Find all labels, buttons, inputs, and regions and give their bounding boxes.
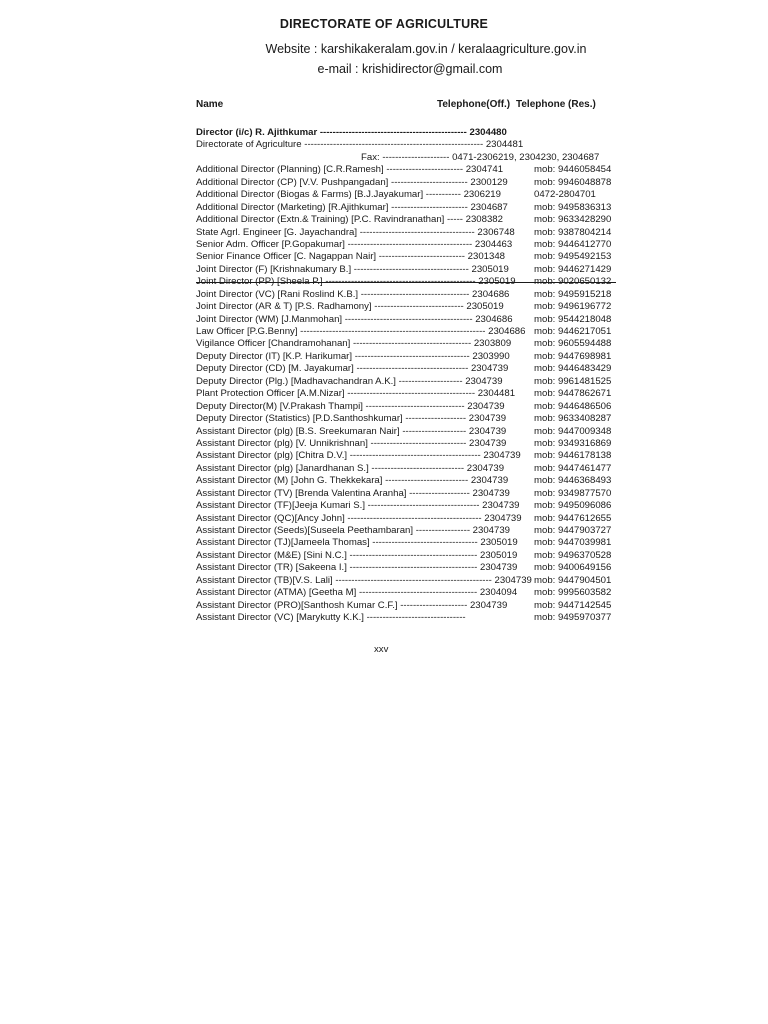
directory-row bbox=[196, 177, 636, 189]
directory-row bbox=[196, 127, 636, 139]
entry-residence-phone: mob: 9349877570 bbox=[534, 487, 612, 499]
directory-row bbox=[196, 301, 636, 313]
directory-row bbox=[196, 562, 636, 574]
entry-text: Deputy Director(M) [V.Prakash Thampi] ------------------------------- 2304739 bbox=[196, 400, 505, 412]
entry-text: Assistant Director (QC)[Ancy John] ------------------------------------------ 2304739 bbox=[196, 512, 522, 524]
directory-row bbox=[196, 438, 636, 450]
directory-row bbox=[196, 600, 636, 612]
entry-text: Assistant Director (M) [John G. Thekkekara] -------------------------- 2304739 bbox=[196, 475, 509, 487]
entry-residence-phone: mob: 9446486506 bbox=[534, 400, 612, 412]
entry-text: Deputy Director (Plg.) [Madhavachandran A.K.] -------------------- 2304739 bbox=[196, 375, 503, 387]
entry-residence-phone: mob: 9020650132 bbox=[534, 276, 612, 288]
directory-row bbox=[196, 276, 636, 288]
entry-text: Deputy Director (CD) [M. Jayakumar] ----------------------------------- 2304739 bbox=[196, 363, 509, 375]
directory-row bbox=[196, 500, 636, 512]
column-header-name: Name bbox=[196, 99, 224, 110]
directory-row bbox=[196, 227, 636, 239]
entry-text: Additional Director (Extn.& Training) [P.C. Ravindranathan] ----- 2308382 bbox=[196, 214, 503, 226]
entry-text: Vigilance Officer [Chandramohanan] ------------------------------------- 2303809 bbox=[196, 338, 512, 350]
entry-residence-phone: mob: 9400649156 bbox=[534, 562, 612, 574]
directory-row bbox=[196, 388, 636, 400]
entry-residence-phone: mob: 9446217051 bbox=[534, 326, 612, 337]
entry-residence-phone: mob: 9496370528 bbox=[534, 549, 612, 561]
entry-text: Law Officer [P.G.Benny] ---------------------------------------------------------- 2304686 bbox=[196, 326, 526, 337]
entry-text: Senior Adm. Officer [P.Gopakumar] --------------------------------------- 2304463 bbox=[196, 238, 513, 250]
directory-row bbox=[196, 264, 636, 276]
email-line: e-mail : krishidirector@gmail.com bbox=[317, 62, 503, 76]
entry-residence-phone: mob: 9446178138 bbox=[534, 450, 612, 462]
directory-row bbox=[196, 612, 636, 624]
directory-row bbox=[196, 525, 636, 537]
directory-list bbox=[196, 127, 636, 625]
entry-text: State Agrl. Engineer [G. Jayachandra] ------------------------------------ 2306748 bbox=[196, 226, 515, 238]
directory-row bbox=[196, 214, 636, 226]
entry-residence-phone: mob: 9447009348 bbox=[534, 425, 612, 437]
entry-residence-phone: mob: 9495096086 bbox=[534, 500, 612, 512]
entry-text: Deputy Director (Statistics) [P.D.Santhoshkumar] ------------------- 2304739 bbox=[196, 413, 507, 425]
entry-residence-phone: mob: 9995603582 bbox=[534, 587, 612, 599]
entry-residence-phone: mob: 9447142545 bbox=[534, 599, 612, 611]
column-header-telephone-office: Telephone(Off.) bbox=[437, 99, 511, 110]
column-header-telephone-residence: Telephone (Res.) bbox=[516, 99, 596, 110]
entry-text: Additional Director (CP) [V.V. Pushpangadan] ------------------------ 2300129 bbox=[196, 176, 508, 188]
directory-row bbox=[196, 338, 636, 350]
directory-row bbox=[196, 314, 636, 326]
entry-text: Assistant Director (ATMA) [Geetha M] ------------------------------------- 2304094 bbox=[196, 587, 518, 599]
directory-row bbox=[196, 363, 636, 375]
entry-residence-phone: mob: 9633428290 bbox=[534, 214, 612, 226]
entry-residence-phone: mob: 9447903727 bbox=[534, 525, 612, 536]
directory-row bbox=[196, 488, 636, 500]
directory-row bbox=[196, 351, 636, 363]
entry-residence-phone: mob: 9495970377 bbox=[534, 612, 612, 624]
entry-text: Assistant Director (TF)[Jeeja Kumari S.] ----------------------------------- 2304739 bbox=[196, 500, 520, 512]
entry-residence-phone: mob: 9447904501 bbox=[534, 574, 612, 586]
directory-row bbox=[196, 413, 636, 425]
entry-residence-phone: mob: 9447612655 bbox=[534, 512, 612, 524]
entry-text: Assistant Director (TR) [Sakeena I.] ---------------------------------------- 2304739 bbox=[196, 562, 518, 574]
entry-text: Assistant Director (plg) [V. Unnikrishnan] ------------------------------ 2304739 bbox=[196, 437, 507, 449]
entry-residence-phone: mob: 9387804214 bbox=[534, 226, 612, 238]
entry-residence-phone: mob: 9544218048 bbox=[534, 313, 612, 325]
entry-residence-phone: mob: 9447039981 bbox=[534, 537, 612, 549]
entry-text: Joint Director (PP) [Sheela P.] ----------------------------------------------- 2305019 bbox=[196, 276, 516, 288]
directory-row bbox=[196, 139, 636, 151]
directory-row bbox=[196, 289, 636, 301]
entry-text: Assistant Director (plg) [Janardhanan S.] ----------------------------- 2304739 bbox=[196, 462, 505, 474]
entry-residence-phone: 0472-2804701 bbox=[534, 189, 596, 201]
directory-row bbox=[196, 376, 636, 388]
directory-row bbox=[196, 202, 636, 214]
entry-text: Assistant Director (TJ)[Jameela Thomas] --------------------------------- 2305019 bbox=[196, 537, 518, 549]
entry-text: Additional Director (Marketing) [R.Ajithkumar] ------------------------ 2304687 bbox=[196, 201, 508, 213]
directory-row bbox=[196, 450, 636, 462]
directory-row bbox=[196, 575, 636, 587]
entry-text: Deputy Director (IT) [K.P. Harikumar] ------------------------------------ 2303990 bbox=[196, 350, 510, 362]
entry-residence-phone: mob: 9447461477 bbox=[534, 462, 612, 474]
entry-text: Assistant Director (M&E) [Sini N.C.] ---------------------------------------- 2305019 bbox=[196, 549, 518, 561]
directory-row bbox=[196, 326, 636, 338]
directory-row bbox=[196, 152, 636, 164]
directory-row bbox=[196, 251, 636, 263]
entry-text: Assistant Director (Seeds)[Suseela Peethambaran] ----------------- 2304739 bbox=[196, 525, 511, 536]
entry-residence-phone: mob: 9446058454 bbox=[534, 164, 612, 176]
directory-row bbox=[196, 463, 636, 475]
entry-text: Assistant Director (TV) [Brenda Valentina Aranha] ------------------- 2304739 bbox=[196, 487, 510, 499]
entry-text: Additional Director (Biogas & Farms) [B.J.Jayakumar] ----------- 2306219 bbox=[196, 189, 501, 201]
entry-text: Assistant Director (plg) [Chitra D.V.] ----------------------------------------- 2304739 bbox=[196, 450, 521, 462]
directory-row bbox=[196, 537, 636, 549]
entry-text: Assistant Director (VC) [Marykutty K.K.] ------------------------------- bbox=[196, 612, 466, 624]
entry-text: Additional Director (Planning) [C.R.Ramesh] ------------------------ 2304741 bbox=[196, 164, 504, 176]
entry-residence-phone: mob: 9946048878 bbox=[534, 176, 612, 188]
entry-residence-phone: mob: 9605594488 bbox=[534, 338, 612, 350]
entry-residence-phone: mob: 9447862671 bbox=[534, 388, 612, 400]
entry-text: Assistant Director (PRO)[Santhosh Kumar C.F.] --------------------- 2304739 bbox=[196, 599, 508, 611]
website-line: Website : karshikakeralam.gov.in / keralaagriculture.gov.in bbox=[265, 42, 587, 56]
entry-text: Assistant Director (TB)[V.S. Lali] ------------------------------------------------- 2304739 bbox=[196, 574, 532, 586]
directory-row bbox=[196, 426, 636, 438]
document-title: DIRECTORATE OF AGRICULTURE bbox=[279, 17, 489, 31]
entry-residence-phone: mob: 9495836313 bbox=[534, 201, 612, 213]
entry-residence-phone: mob: 9447698981 bbox=[534, 350, 612, 362]
directory-row bbox=[196, 401, 636, 413]
entry-text: Joint Director (F) [Krishnakumary B.] ------------------------------------ 2305019 bbox=[196, 263, 509, 275]
entry-text: Senior Finance Officer [C. Nagappan Nair] --------------------------- 2301348 bbox=[196, 251, 506, 263]
directory-row bbox=[196, 164, 636, 176]
entry-text: Joint Director (AR & T) [P.S. Radhamony] ---------------------------- 2305019 bbox=[196, 301, 504, 313]
entry-text: Fax: --------------------- 0471-2306219, 2304230, 2304687 bbox=[361, 151, 600, 163]
entry-residence-phone: mob: 9961481525 bbox=[534, 375, 612, 387]
directory-row bbox=[196, 550, 636, 562]
entry-residence-phone: mob: 9495915218 bbox=[534, 288, 612, 300]
entry-residence-phone: mob: 9446271429 bbox=[534, 263, 612, 275]
directory-row bbox=[196, 189, 636, 201]
entry-residence-phone: mob: 9633408287 bbox=[534, 413, 612, 425]
entry-residence-phone: mob: 9446412770 bbox=[534, 238, 612, 250]
entry-text: Directorate of Agriculture -------------------------------------------------------- 2304481 bbox=[196, 139, 524, 151]
directory-row bbox=[196, 513, 636, 525]
entry-text: Director (i/c) R. Ajithkumar ---------------------------------------------- 2304480 bbox=[196, 127, 507, 138]
entry-text: Joint Director (WM) [J.Manmohan] ---------------------------------------- 2304686 bbox=[196, 313, 513, 325]
entry-residence-phone: mob: 9495492153 bbox=[534, 251, 612, 263]
entry-residence-phone: mob: 9349316869 bbox=[534, 437, 612, 449]
entry-residence-phone: mob: 9496196772 bbox=[534, 301, 612, 313]
directory-row bbox=[196, 239, 636, 251]
directory-row bbox=[196, 475, 636, 487]
entry-residence-phone: mob: 9446483429 bbox=[534, 363, 612, 375]
entry-residence-phone: mob: 9446368493 bbox=[534, 475, 612, 487]
entry-text: Plant Protection Officer [A.M.Nizar] ---------------------------------------- 2304481 bbox=[196, 388, 516, 400]
entry-text: Joint Director (VC) [Rani Roslind K.B.] ---------------------------------- 2304686 bbox=[196, 288, 510, 300]
directory-row bbox=[196, 587, 636, 599]
page-number: xxv bbox=[374, 644, 389, 655]
entry-text: Assistant Director (plg) [B.S. Sreekumaran Nair] -------------------- 2304739 bbox=[196, 425, 507, 437]
